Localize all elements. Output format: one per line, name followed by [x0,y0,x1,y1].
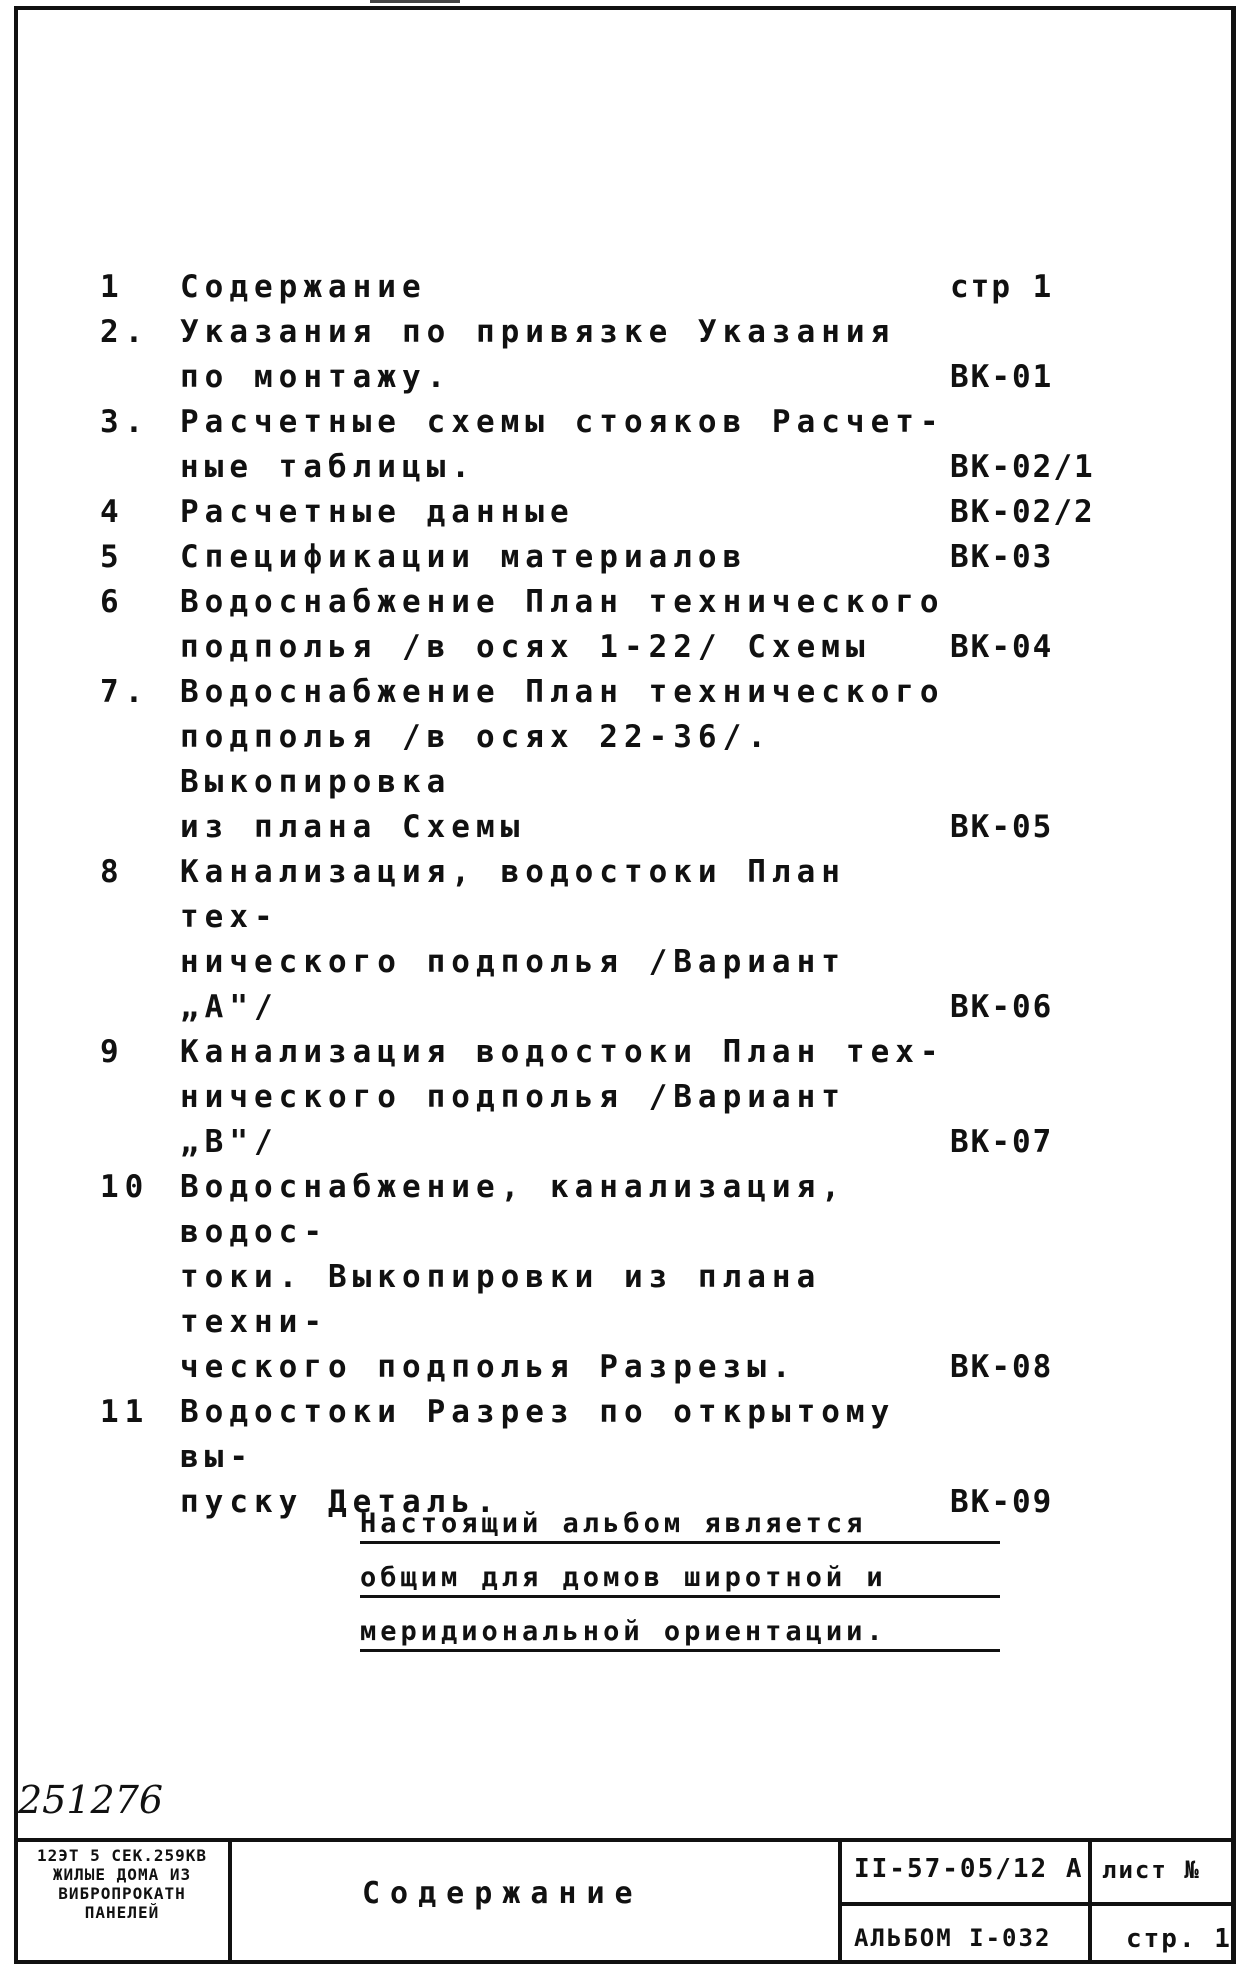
album-note [360,1508,1000,1670]
toc-item-text: Водоснабжение План технического подполья /в осях 1-22/ Схемы [180,584,945,665]
toc-item [100,850,1130,1030]
toc-item [100,310,1130,400]
drawing-title: Содержание [232,1842,842,1964]
object-line: ПАНЕЛЕЙ [84,1903,160,1922]
page-number: стр. 1 [1126,1924,1232,1954]
toc-item-number: 11 [100,1394,150,1430]
toc-item [100,400,1130,490]
toc-item-sheet: ВК-02/2 [950,494,1095,530]
sheet-cell [1092,1842,1232,1964]
toc-item-number: 6 [100,584,125,620]
document-code-cell [842,1842,1092,1964]
note-line: общим для домов широтной и [360,1562,1000,1598]
toc-item-text: Расчетные данные [180,494,575,530]
toc-item-text: Спецификации материалов [180,539,748,575]
sheet-label: лист № [1092,1842,1232,1906]
toc-item-sheet: ВК-02/1 [950,449,1095,485]
toc-item-sheet: ВК-04 [950,629,1054,665]
toc-item [100,580,1130,670]
toc-item-text: Водоснабжение План технического подполья /в осях 22-36/. Выкопировка из плана Схемы [180,674,945,845]
toc-item-text: Указания по привязке Указания по монтажу. [180,314,896,395]
toc-item-number: 10 [100,1169,150,1205]
toc-item-text: Водоснабжение, канализация, водос- токи. Выкопировки из плана техни- ческого подполья Разрезы. [180,1169,846,1385]
toc-item-number: 5 [100,539,125,575]
toc-item-text: Канализация водостоки План тех- нического подполья /Вариант „В"/ [180,1034,945,1160]
toc-item-text: Содержание [180,269,427,305]
toc-item-number: 4 [100,494,125,530]
toc-item-sheet: ВК-07 [950,1124,1054,1160]
object-line: ЖИЛЫЕ ДОМА ИЗ [52,1865,192,1884]
inventory-number: 251276 [18,1778,164,1822]
toc-item-sheet: ВК-05 [950,809,1054,845]
table-of-contents [100,265,1130,1525]
toc-item-text: Канализация, водостоки План тех- нического подполья /Вариант „А"/ [180,854,846,1025]
toc-item-sheet: ВК-08 [950,1349,1054,1385]
toc-item [100,1165,1130,1390]
toc-item-number: 8 [100,854,125,890]
toc-item-number: 7. [100,674,150,710]
object-description [14,1842,232,1964]
object-line: 12ЭТ 5 СЕК.259КВ [36,1846,208,1865]
toc-item-text: Водостоки Разрез по открытому вы- пуску Деталь. [180,1394,896,1520]
toc-item [100,1030,1130,1165]
toc-item-number: 9 [100,1034,125,1070]
toc-item [100,535,1130,580]
album-number: АЛЬБОМ I-032 [854,1924,1052,1952]
object-line: ВИБРОПРОКАТН [58,1884,186,1903]
toc-item-sheet: ВК-06 [950,989,1054,1025]
toc-item [100,1390,1130,1525]
note-line: меридиональной ориентации. [360,1616,1000,1652]
top-edge-mark [370,0,460,3]
toc-item-sheet: ВК-03 [950,539,1054,575]
note-line: Настоящий альбом является [360,1508,1000,1544]
toc-item-number: 1 [100,269,125,305]
toc-item [100,265,1130,310]
title-block [14,1838,1236,1964]
toc-item-sheet: ВК-01 [950,359,1054,395]
toc-item-text: Расчетные схемы стояков Расчет- ные таблицы. [180,404,945,485]
document-code: II-57-05/12 А [842,1842,1088,1906]
toc-item-sheet: стр 1 [950,269,1054,305]
toc-item-sheet: ВК-09 [950,1484,1054,1520]
toc-item-number: 2. [100,314,150,350]
toc-item [100,670,1130,850]
toc-item [100,490,1130,535]
toc-item-number: 3. [100,404,150,440]
